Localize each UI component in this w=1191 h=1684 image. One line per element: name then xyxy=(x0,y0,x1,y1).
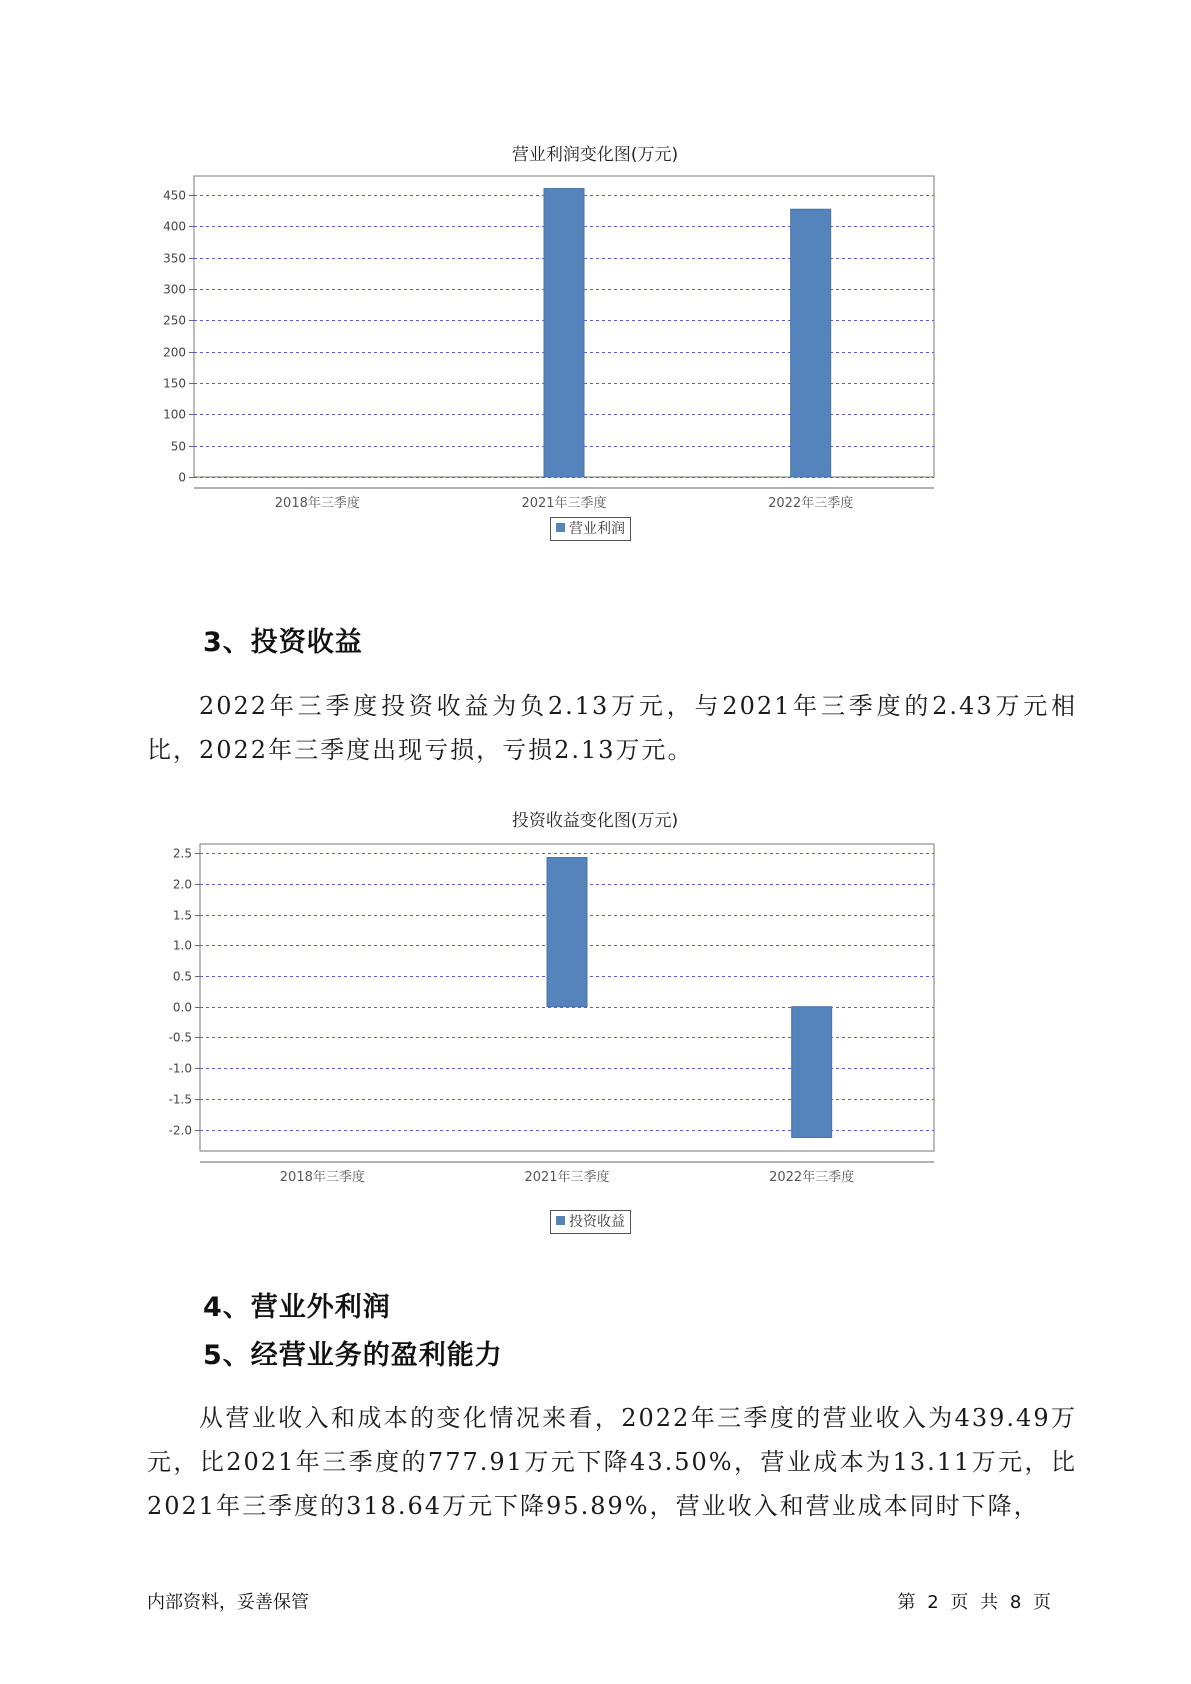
x-tick-label: 2021年三季度 xyxy=(521,496,607,511)
chart-legend xyxy=(550,1210,631,1234)
chart-legend xyxy=(550,517,631,541)
y-tick-label: 450 xyxy=(163,188,186,203)
y-tick-label: 350 xyxy=(163,251,186,266)
y-tick-label: 400 xyxy=(163,219,186,234)
chart-plot xyxy=(150,840,1040,1225)
chart-title: 投资收益变化图(万元) xyxy=(511,811,679,831)
x-tick-label: 2022年三季度 xyxy=(768,496,854,511)
y-tick-label: 150 xyxy=(163,376,186,391)
legend-label: 营业利润 xyxy=(569,521,625,537)
operating-profit-chart xyxy=(150,140,1040,560)
x-tick-label: 2018年三季度 xyxy=(279,1170,365,1185)
bar xyxy=(791,209,831,477)
y-tick-label: 250 xyxy=(163,313,186,328)
bar xyxy=(547,858,587,1007)
y-tick-label: 0.0 xyxy=(172,1000,192,1015)
section-heading-investment: 3、投资收益 xyxy=(203,627,363,658)
investment-paragraph: 2022年三季度投资收益为负2.13万元，与2021年三季度的2.43万元相比，2022年三季度出现亏损，亏损2.13万元。 xyxy=(147,692,1077,764)
x-tick-label: 2021年三季度 xyxy=(524,1170,610,1185)
y-tick-label: 200 xyxy=(163,345,186,360)
y-tick-label: 1.0 xyxy=(172,938,192,953)
bar xyxy=(544,189,584,477)
chart-title: 营业利润变化图(万元) xyxy=(511,145,679,165)
legend-label: 投资收益 xyxy=(569,1214,625,1230)
profitability-paragraph: 从营业收入和成本的变化情况来看，2022年三季度的营业收入为439.49万元，比2021年三季度的777.91万元下降43.50%，营业成本为13.11万元，比2021年三季度的318.64万元下降95.89%，营业收入和营业成本同时下降， xyxy=(147,1404,1077,1520)
y-tick-label: -1.0 xyxy=(168,1061,192,1076)
legend-swatch xyxy=(556,523,565,532)
y-tick-label: -2.0 xyxy=(168,1123,192,1138)
investment-income-chart xyxy=(150,806,1040,1246)
y-tick-label: -1.5 xyxy=(168,1092,192,1107)
y-tick-label: -0.5 xyxy=(168,1030,192,1045)
y-tick-label: 2.0 xyxy=(172,877,192,892)
y-tick-label: 300 xyxy=(163,282,186,297)
y-tick-label: 0 xyxy=(178,470,186,485)
y-tick-label: 100 xyxy=(163,407,186,422)
footer-confidential: 内部资料，妥善保管 xyxy=(147,1592,309,1613)
y-tick-label: 1.5 xyxy=(172,908,192,923)
section-heading-profitability: 5、经营业务的盈利能力 xyxy=(203,1340,503,1371)
x-tick-label: 2022年三季度 xyxy=(769,1170,855,1185)
bar xyxy=(792,1007,832,1138)
footer-page-number: 第 2 页 共 8 页 xyxy=(897,1592,1051,1613)
y-tick-label: 0.5 xyxy=(172,969,192,984)
chart-plot xyxy=(150,172,1040,542)
y-tick-label: 50 xyxy=(170,439,186,454)
x-tick-label: 2018年三季度 xyxy=(274,496,360,511)
y-tick-label: 2.5 xyxy=(172,846,192,861)
legend-swatch xyxy=(556,1216,565,1225)
section-heading-non-operating: 4、营业外利润 xyxy=(203,1292,391,1323)
